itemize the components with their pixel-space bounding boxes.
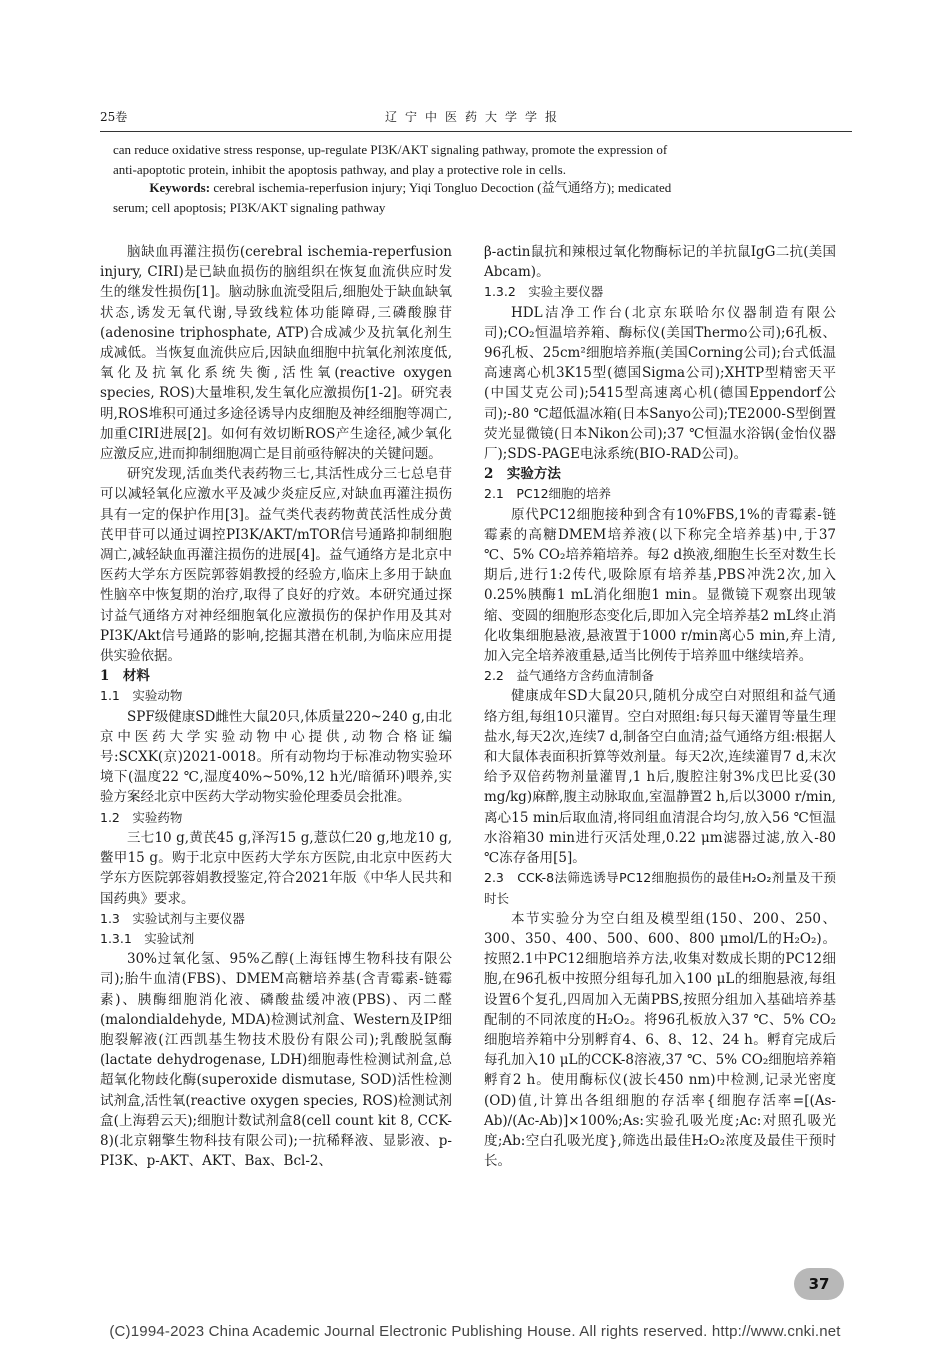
- section-heading: 2.3 CCK-8法筛选诱导PC12细胞损伤的最佳H₂O₂剂量及干预时长: [484, 870, 836, 906]
- volume-label: 25卷: [100, 110, 128, 124]
- keywords-line2: serum; cell apoptosis; PI3K/AKT signaling pathway: [113, 200, 386, 215]
- paragraph: SPF级健康SD雌性大鼠20只,体质量220~240 g,由北京中医药大学实验动物中心提供,动物合格证编号:SCXK(京)2021-0018。所有动物均于标准动物实验环境下(温度22 ℃,湿度40%~50%,12 h光/暗循环)喂养,实验方案经北京中医药大学动物实验伦理委员会批准。: [100, 708, 452, 806]
- keywords-line1: cerebral ischemia-reperfusion injury; Yiqi Tongluo Decoction (益气通络方); medicated: [210, 180, 672, 195]
- paragraph: β-actin鼠抗和辣根过氧化物酶标记的羊抗鼠IgG二抗(美国Abcam)。: [484, 244, 836, 281]
- paragraph: 三七10 g,黄芪45 g,泽泻15 g,薏苡仁20 g,地龙10 g,鳖甲15 g。购于北京中医药大学东方医院,由北京中医药大学东方医院郭蓉娟教授鉴定,符合2021年版《中华人民共和国药典》要求。: [100, 829, 452, 907]
- copyright-footer: (C)1994-2023 China Academic Journal Electronic Publishing House. All rights reserved. http://www.cnki.net: [109, 1323, 841, 1340]
- section-heading: 2.2 益气通络方含药血清制备: [484, 668, 654, 684]
- paragraph: HDL洁净工作台(北京东联哈尔仪器制造有限公司);CO₂恒温培养箱、酶标仪(美国Thermo公司);6孔板、96孔板、25cm²细胞培养瓶(美国Corning公司);台式低温高速离心机3K15型(德国Sigma公司);XHTP型精密天平(中国艾克公司);5415型高速离心机(德国Eppendorf公司);-80 ℃超低温冰箱(日本Sanyo公司);TE2000-S型倒置荧光显微镜(日本Nikon公司);37 ℃恒温水浴锅(金怡仪器厂);SDS-PAGE电泳系统(BIO-RAD公司)。: [484, 304, 836, 463]
- section-heading: 1.3.1 实验试剂: [100, 930, 195, 946]
- abstract-tail: [113, 140, 838, 180]
- left-column: [100, 242, 452, 1171]
- header-rule: [100, 131, 852, 132]
- right-column: [484, 242, 836, 1171]
- abstract-line: can reduce oxidative stress response, up-regulate PI3K/AKT signaling pathway, promote the expression of: [113, 142, 668, 157]
- section-heading: 2 实验方法: [484, 466, 561, 483]
- section-heading: 1.2 实验药物: [100, 809, 183, 825]
- section-heading: 1 材料: [100, 668, 150, 685]
- running-header: [100, 108, 850, 128]
- paragraph: 健康成年SD大鼠20只,随机分成空白对照组和益气通络方组,每组10只灌胃。空白对照组:每只每天灌胃等量生理盐水,每天2次,连续7 d,制备空白血清;益气通络方组:根据人和大鼠体表面积折算等效剂量。每天2次,连续灌胃7 d,末次给予双倍药物剂量灌胃,1 h后,腹腔注射3%戊巴比妥(30 mg/kg)麻醉,腹主动脉取血,室温静置2 h,后以3000 r/min,离心15 min后取血清,将同组血清混合均匀,放入56 ℃恒温水浴箱30 min进行灭活处理,0.22 μm滤器过滤,放入-80 ℃冻存备用[5]。: [484, 688, 836, 867]
- keywords: [113, 178, 838, 218]
- abstract-line: anti-apoptotic protein, inhibit the apoptosis pathway, and play a protective role in cells.: [113, 162, 566, 177]
- keywords-label: Keywords:: [149, 180, 211, 195]
- page-number: 37: [794, 1268, 844, 1300]
- paragraph: 脑缺血再灌注损伤(cerebral ischemia-reperfusion injury, CIRI)是已缺血损伤的脑组织在恢复血流供应时发生的继发性损伤[1]。脑动脉血流受阻后,细胞处于缺血缺氧状态,诱发无氧代谢,导致线粒体功能障碍,三磷酸腺苷(adenosine triphosphate, ATP)合成减少及抗氧化剂生成减低。当恢复血流供应后,因缺血细胞中抗氧化剂浓度低,氧化及抗氧化系统失衡,活性氧(reactive oxygen species, ROS)大量堆积,发生氧化应激损伤[1-2]。研究表明,ROS堆积可通过多途径诱导内皮细胞及神经细胞等凋亡,加重CIRI进展[2]。如何有效切断ROS产生途径,减少氧化应激反应,进而抑制细胞凋亡是目前亟待解决的关键问题。: [100, 244, 452, 463]
- paragraph: 30%过氧化氢、95%乙醇(上海钰博生物科技有限公司);胎牛血清(FBS)、DMEM高糖培养基(含青霉素-链霉素)、胰酶细胞消化液、磷酸盐缓冲液(PBS)、丙二醛(malondialdehyde, MDA)检测试剂盒、Western及IP细胞裂解液(江西凯基生物技术股份有限公司);乳酸脱氢酶(lactate dehydrogenase, LDH)细胞毒性检测试剂盒,总超氧化物歧化酶(superoxide dismutase, SOD)活性检测试剂盒,活性氧(reactive oxygen species, ROS)检测试剂盒(上海碧云天);细胞计数试剂盒8(cell count kit 8, CCK-8)(北京翱擎生物科技有限公司);一抗稀释液、显影液、p-PI3K、p-AKT、AKT、Bax、Bcl-2、: [100, 951, 452, 1170]
- paragraph: 本节实验分为空白组及模型组(150、200、250、300、350、400、500、600、800 μmol/L的H₂O₂)。按照2.1中PC12细胞培养方法,收集对数成长期的PC12细胞,在96孔板中按照分组每孔加入100 μL的细胞悬液,每组设置6个复孔,四周加入无菌PBS,按照分组加入基础培养基配制的不同浓度的H₂O₂。将96孔板放入37 ℃、5% CO₂细胞培养箱中分别孵育4、6、8、12、24 h。孵育完成后每孔加入10 μL的CCK-8溶液,37 ℃、5% CO₂细胞培养箱孵育2 h。使用酶标仪(波长450 nm)中检测,记录光密度(OD)值,计算出各组细胞的存活率{细胞存活率=[(As-Ab)/(Ac-Ab)]×100%;As:实验孔吸光度;Ac:对照孔吸光度;Ab:空白孔吸光度},筛选出最佳H₂O₂浓度及最佳干预时长。: [484, 910, 836, 1170]
- section-heading: 1.3 实验试剂与主要仪器: [100, 910, 245, 926]
- section-heading: 1.1 实验动物: [100, 688, 183, 704]
- journal-title: 辽宁中医药大学学报: [384, 110, 565, 124]
- section-heading: 1.3.2 实验主要仪器: [484, 284, 604, 300]
- section-heading: 2.1 PC12细胞的培养: [484, 486, 612, 502]
- paragraph: 研究发现,活血类代表药物三七,其活性成分三七总皂苷可以减轻氧化应激水平及减少炎症反应,对缺血再灌注损伤具有一定的保护作用[3]。益气类代表药物黄芪活性成分黄芪甲苷可以通过调控PI3K/AKT/mTOR信号通路抑制细胞凋亡,减轻缺血再灌注损伤的进展[4]。益气通络方是北京中医药大学东方医院郭蓉娟教授的经验方,临床上多用于缺血性脑卒中恢复期的治疗,取得了良好的疗效。本研究通过探讨益气通络方对神经细胞氧化应激损伤的保护作用及其对PI3K/Akt信号通路的影响,挖掘其潜在机制,为临床应用提供实验依据。: [100, 466, 452, 665]
- paragraph: 原代PC12细胞接种到含有10%FBS,1%的青霉素-链霉素的高糖DMEM培养液(以下称完全培养基)中,于37 ℃、5% CO₂培养箱培养。每2 d换液,细胞生长至对数生长期后,进行1:2传代,吸除原有培养基,PBS冲洗2次,加入0.25%胰酶1 mL消化细胞1 min。显微镜下观察出现皱缩、变圆的细胞形态变化后,即加入完全培养基2 mL终止消化收集细胞悬液,悬液置于1000 r/min离心5 min,弃上清,加入完全培养液重悬,适当比例传于培养皿中继续培养。: [484, 506, 836, 665]
